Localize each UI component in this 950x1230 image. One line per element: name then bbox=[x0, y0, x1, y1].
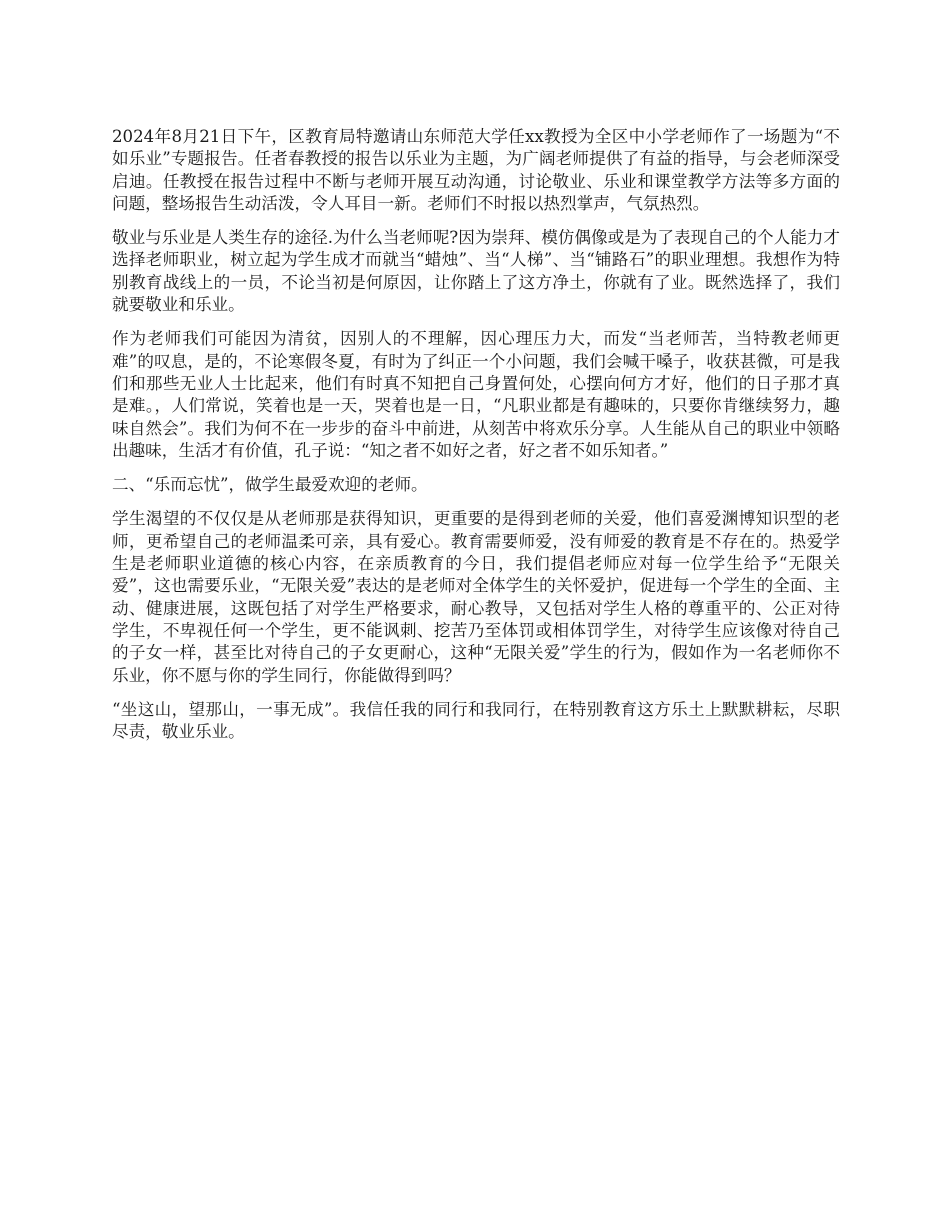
paragraph-conclusion: “坐这山，望那山，一事无成”。我信任我的同行和我同行，在特别教育这方乐土上默默耕耘，尽职尽责，敬业乐业。 bbox=[112, 699, 840, 742]
paragraph-dedication-and-joy: 敬业与乐业是人类生存的途径.为什么当老师呢?因为崇拜、模仿偶像或是为了表现自己的个人能力才选择老师职业，树立起为学生成才而就当“蜡烛”、当“人梯”、当“铺路石”的职业理想。我想作为特别教育战线上的一员，不论当初是何原因，让你踏上了这方净土，你就有了业。既然选择了，我们就要敬业和乐业。 bbox=[112, 228, 840, 315]
paragraph-report-intro: 2024年8月21日下午，区教育局特邀请山东师范大学任xx教授为全区中小学老师作了一场题为“不如乐业”专题报告。任者春教授的报告以乐业为主题，为广阔老师提供了有益的指导，与会老师深受启迪。任教授在报告过程中不断与老师开展互动沟通，讨论敬业、乐业和课堂教学方法等多方面的问题，整场报告生动活泼，令人耳目一新。老师们不时报以热烈掌声，气氛热烈。 bbox=[112, 127, 840, 213]
paragraph-love-for-students: 学生渴望的不仅仅是从老师那是获得知识，更重要的是得到老师的关爱，他们喜爱渊博知识型的老师，更希望自己的老师温柔可亲，具有爱心。教育需要师爱，没有师爱的教育是不存在的。热爱学生是老师职业道德的核心内容，在亲质教育的今日，我们提倡老师应对每一位学生给予“无限关爱”，这也需要乐业，“无限关爱”表达的是老师对全体学生的关怀爱护，促进每一个学生的全面、主动、健康进展，这既包括了对学生严格要求，耐心教导，又包括对学生人格的尊重平的、公正对待学生，不卑视任何一个学生，更不能讽刺、挖苦乃至体罚或相体罚学生，对待学生应该像对待自己的子女一样，甚至比对待自己的子女更耐心，这种“无限关爱”学生的行为，假如作为一名老师你不乐业，你不愿与你的学生同行，你能做得到吗？ bbox=[112, 509, 840, 685]
paragraph-teacher-hardship: 作为老师我们可能因为清贫，因别人的不理解，因心理压力大，而发“当老师苦，当特教老师更难”的叹息，是的，不论寒假冬夏，有时为了纠正一个小问题，我们会喊干嗓子，收获甚微，可是我们和那些无业人士比起来，他们有时真不知把自己身置何处，心摆向何方才好，他们的日子那才真是难。，人们常说，笑着也是一天，哭着也是一日，“凡职业都是有趣味的，只要你肯继续努力，趣味自然会”。我们为何不在一步步的奋斗中前进，从刻苦中将欢乐分享。人生能从自己的职业中领略出趣味，生活才有价值，孔子说：“知之者不如好之者，好之者不如乐知者。” bbox=[112, 329, 840, 460]
section-heading-2: 二、“乐而忘忧”，做学生最爱欢迎的老师。 bbox=[112, 475, 428, 495]
